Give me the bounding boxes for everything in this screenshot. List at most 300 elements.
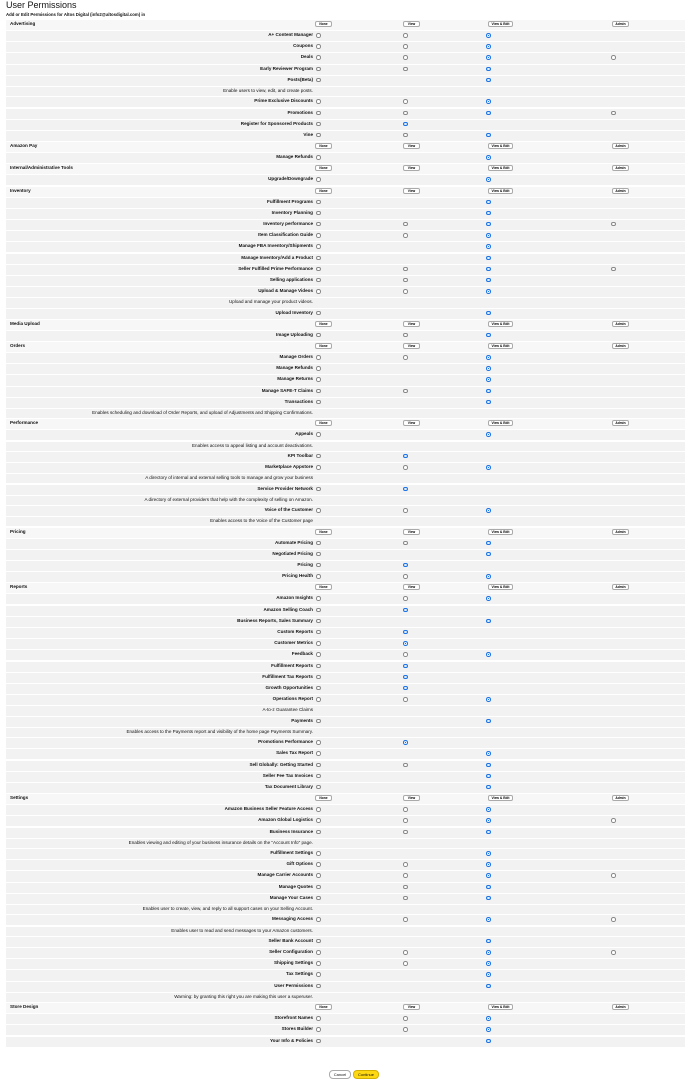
permission-row — [6, 276, 685, 287]
permission-radio-none[interactable] — [316, 950, 321, 955]
permission-radio-view[interactable] — [403, 740, 408, 745]
set-all-none-button[interactable]: None — [315, 165, 332, 171]
permission-radio-none[interactable] — [316, 99, 321, 104]
permission-radio-view-edit[interactable] — [486, 896, 491, 901]
permission-label: Negotiated Pricing — [272, 550, 313, 556]
permission-radio-none[interactable] — [316, 44, 321, 49]
permission-radio-view-edit[interactable] — [486, 851, 491, 856]
section-header — [6, 342, 685, 353]
set-all-admin-button[interactable]: Admin — [612, 143, 629, 149]
permission-radio-view-edit[interactable] — [486, 44, 491, 49]
set-all-view-edit-button[interactable]: View & Edit — [488, 143, 513, 149]
permission-radio-admin[interactable] — [611, 222, 616, 227]
permission-radio-view-edit[interactable] — [486, 400, 491, 405]
section-header — [6, 419, 685, 430]
permission-label: Image Uploading — [275, 331, 313, 337]
permission-radio-view-edit[interactable] — [486, 552, 491, 557]
set-all-admin-button[interactable]: Admin — [612, 1004, 629, 1010]
permission-radio-none[interactable] — [316, 630, 321, 635]
permission-row — [6, 738, 685, 749]
set-all-view-edit-button[interactable]: View & Edit — [488, 795, 513, 801]
permission-radio-view-edit[interactable] — [486, 619, 491, 624]
permission-radio-view-edit[interactable] — [486, 355, 491, 360]
section-title: Amazon Pay — [10, 143, 38, 149]
permission-label: Upgrade/Downgrade — [268, 176, 313, 182]
permission-label: Operations Report — [272, 696, 313, 702]
permission-radio-none[interactable] — [316, 984, 321, 989]
permission-radio-none[interactable] — [316, 389, 321, 394]
permission-row — [6, 65, 685, 76]
permission-radio-view[interactable] — [403, 333, 408, 338]
permission-radio-view-edit[interactable] — [486, 1039, 491, 1044]
permission-radio-none[interactable] — [316, 830, 321, 835]
permission-radio-none[interactable] — [316, 751, 321, 756]
permission-radio-none[interactable] — [316, 641, 321, 646]
permission-radio-admin[interactable] — [611, 818, 616, 823]
section-header — [6, 142, 685, 153]
permission-label: Feedback — [291, 651, 313, 657]
permission-radio-none[interactable] — [316, 400, 321, 405]
permission-radio-view[interactable] — [403, 487, 408, 492]
permission-radio-view-edit[interactable] — [486, 333, 491, 338]
permission-radio-view[interactable] — [403, 44, 408, 49]
permission-radio-view-edit[interactable] — [486, 256, 491, 261]
permission-radio-none[interactable] — [316, 377, 321, 382]
permission-radio-view[interactable] — [403, 563, 408, 568]
permission-row — [6, 937, 685, 948]
permission-row — [6, 1037, 685, 1048]
set-all-admin-button[interactable]: Admin — [612, 795, 629, 801]
permission-row — [6, 175, 685, 186]
set-all-view-edit-button[interactable]: View & Edit — [488, 420, 513, 426]
permission-row — [6, 364, 685, 375]
permission-radio-view-edit[interactable] — [486, 917, 491, 922]
permission-radio-none[interactable] — [316, 256, 321, 261]
permission-radio-view-edit[interactable] — [486, 155, 491, 160]
permission-radio-view[interactable] — [403, 289, 408, 294]
permission-radio-admin[interactable] — [611, 873, 616, 878]
permission-radio-view[interactable] — [403, 818, 408, 823]
cancel-button[interactable]: Cancel — [329, 1070, 351, 1079]
permission-radio-view-edit[interactable] — [486, 574, 491, 579]
permission-radio-none[interactable] — [316, 541, 321, 546]
permission-radio-view-edit[interactable] — [486, 751, 491, 756]
permission-label: Selling applications — [269, 276, 313, 282]
permission-label: Early Reviewer Program — [260, 65, 313, 71]
permission-radio-none[interactable] — [316, 1027, 321, 1032]
permission-radio-none[interactable] — [316, 774, 321, 779]
permission-radio-view[interactable] — [403, 454, 408, 459]
permission-radio-view[interactable] — [403, 465, 408, 470]
permission-radio-view[interactable] — [403, 55, 408, 60]
permission-radio-none[interactable] — [316, 608, 321, 613]
set-all-none-button[interactable]: None — [315, 795, 332, 801]
permission-radio-none[interactable] — [316, 111, 321, 116]
permission-label: Service Provider Network — [257, 485, 313, 491]
permission-radio-none[interactable] — [316, 686, 321, 691]
section-header — [6, 528, 685, 539]
permission-radio-none[interactable] — [316, 972, 321, 977]
permission-radio-admin[interactable] — [611, 950, 616, 955]
permission-radio-view-edit[interactable] — [486, 233, 491, 238]
permission-radio-view-edit[interactable] — [486, 1027, 491, 1032]
permission-radio-view[interactable] — [403, 686, 408, 691]
permission-radio-view[interactable] — [403, 355, 408, 360]
permission-radio-view[interactable] — [403, 830, 408, 835]
permission-radio-view-edit[interactable] — [486, 200, 491, 205]
permission-description: Enables access to the Payments report and visibility of the home page Payments Summary. — [126, 728, 313, 734]
permission-radio-view[interactable] — [403, 389, 408, 394]
set-all-admin-button[interactable]: Admin — [612, 321, 629, 327]
set-all-admin-button[interactable]: Admin — [612, 21, 629, 27]
permission-radio-view-edit[interactable] — [486, 1016, 491, 1021]
permission-radio-view-edit[interactable] — [486, 389, 491, 394]
permission-radio-none[interactable] — [316, 432, 321, 437]
set-all-none-button[interactable]: None — [315, 420, 332, 426]
permission-radio-none[interactable] — [316, 563, 321, 568]
section-header — [6, 187, 685, 198]
permission-row — [6, 550, 685, 561]
permission-radio-view-edit[interactable] — [486, 244, 491, 249]
permission-radio-none[interactable] — [316, 78, 321, 83]
set-all-view-edit-button[interactable]: View & Edit — [488, 1004, 513, 1010]
permission-radio-view-edit[interactable] — [486, 222, 491, 227]
permission-label: Item Classification Guide — [258, 232, 313, 238]
permission-radio-none[interactable] — [316, 552, 321, 557]
permission-description-row — [6, 87, 685, 97]
permission-label: Automate Pricing — [274, 539, 313, 545]
permission-radio-none[interactable] — [316, 289, 321, 294]
permission-radio-none[interactable] — [316, 177, 321, 182]
permission-row — [6, 506, 685, 517]
permission-radio-none[interactable] — [316, 619, 321, 624]
permission-row — [6, 883, 685, 894]
permission-radio-none[interactable] — [316, 233, 321, 238]
permission-row — [6, 871, 685, 882]
permission-radio-view-edit[interactable] — [486, 885, 491, 890]
permission-row — [6, 109, 685, 120]
permission-radio-view[interactable] — [403, 267, 408, 272]
permission-radio-none[interactable] — [316, 200, 321, 205]
set-all-view-edit-button[interactable]: View & Edit — [488, 529, 513, 535]
permission-radio-view[interactable] — [403, 697, 408, 702]
permission-radio-none[interactable] — [316, 851, 321, 856]
permission-radio-none[interactable] — [316, 55, 321, 60]
permission-row — [6, 894, 685, 905]
permission-description-row — [6, 517, 685, 527]
permission-radio-none[interactable] — [316, 652, 321, 657]
permission-radio-none[interactable] — [316, 366, 321, 371]
permission-radio-view-edit[interactable] — [486, 267, 491, 272]
permission-radio-view[interactable] — [403, 675, 408, 680]
set-all-none-button[interactable]: None — [315, 343, 332, 349]
permission-label: Fulfillment Reports — [271, 662, 313, 668]
continue-button[interactable]: Continue — [353, 1070, 379, 1079]
permission-radio-view-edit[interactable] — [486, 278, 491, 283]
permission-row — [6, 265, 685, 276]
permission-radio-view[interactable] — [403, 664, 408, 669]
permission-radio-none[interactable] — [316, 278, 321, 283]
permission-radio-admin[interactable] — [611, 55, 616, 60]
permission-row — [6, 231, 685, 242]
permission-radio-view[interactable] — [403, 233, 408, 238]
permission-radio-view-edit[interactable] — [486, 652, 491, 657]
permission-radio-view-edit[interactable] — [486, 984, 491, 989]
permission-row — [6, 805, 685, 816]
permission-radio-admin[interactable] — [611, 917, 616, 922]
set-all-view-edit-button[interactable]: View & Edit — [488, 321, 513, 327]
set-all-admin-button[interactable]: Admin — [612, 343, 629, 349]
permission-radio-view[interactable] — [403, 641, 408, 646]
set-all-none-button[interactable]: None — [315, 584, 332, 590]
permission-radio-none[interactable] — [316, 885, 321, 890]
set-all-view-button[interactable]: View — [403, 1004, 420, 1010]
permission-radio-none[interactable] — [316, 122, 321, 127]
set-all-view-button[interactable]: View — [403, 420, 420, 426]
permission-radio-view[interactable] — [403, 278, 408, 283]
permission-row — [6, 561, 685, 572]
set-all-admin-button[interactable]: Admin — [612, 420, 629, 426]
permission-row — [6, 959, 685, 970]
permission-radio-view[interactable] — [403, 33, 408, 38]
set-all-admin-button[interactable]: Admin — [612, 584, 629, 590]
permission-radio-none[interactable] — [316, 664, 321, 669]
permission-row — [6, 982, 685, 993]
permission-radio-view-edit[interactable] — [486, 830, 491, 835]
permission-radio-none[interactable] — [316, 675, 321, 680]
permission-row — [6, 1025, 685, 1036]
set-all-admin-button[interactable]: Admin — [612, 188, 629, 194]
permission-radio-view-edit[interactable] — [486, 311, 491, 316]
permission-row — [6, 673, 685, 684]
permission-row — [6, 684, 685, 695]
permission-radio-admin[interactable] — [611, 111, 616, 116]
permission-radio-none[interactable] — [316, 487, 321, 492]
permission-label: Sales Tax Report — [276, 750, 313, 756]
permission-radio-view-edit[interactable] — [486, 961, 491, 966]
permission-radio-view-edit[interactable] — [486, 950, 491, 955]
permission-description-row — [6, 474, 685, 484]
permission-row — [6, 254, 685, 265]
set-all-none-button[interactable]: None — [315, 1004, 332, 1010]
permission-radio-view[interactable] — [403, 896, 408, 901]
permission-label: Manage Carrier Accounts — [257, 872, 313, 878]
permission-description-row — [6, 839, 685, 849]
set-all-view-button[interactable]: View — [403, 165, 420, 171]
permission-radio-none[interactable] — [316, 1039, 321, 1044]
permission-radio-view[interactable] — [403, 122, 408, 127]
set-all-view-button[interactable]: View — [403, 584, 420, 590]
set-all-admin-button[interactable]: Admin — [612, 529, 629, 535]
permission-radio-none[interactable] — [316, 596, 321, 601]
permission-radio-none[interactable] — [316, 873, 321, 878]
permission-radio-none[interactable] — [316, 697, 321, 702]
permission-radio-none[interactable] — [316, 67, 321, 72]
permission-row — [6, 860, 685, 871]
set-all-none-button[interactable]: None — [315, 143, 332, 149]
set-all-view-edit-button[interactable]: View & Edit — [488, 165, 513, 171]
permission-radio-none[interactable] — [316, 355, 321, 360]
permission-radio-none[interactable] — [316, 939, 321, 944]
permission-radio-none[interactable] — [316, 244, 321, 249]
permission-radio-view-edit[interactable] — [486, 78, 491, 83]
permission-radio-none[interactable] — [316, 333, 321, 338]
permission-radio-view[interactable] — [403, 1027, 408, 1032]
permission-radio-view-edit[interactable] — [486, 432, 491, 437]
permission-row — [6, 783, 685, 794]
permission-label: Fulfillment Settings — [270, 850, 313, 855]
permission-row — [6, 662, 685, 673]
permission-radio-none[interactable] — [316, 785, 321, 790]
permission-radio-none[interactable] — [316, 267, 321, 272]
permission-radio-none[interactable] — [316, 862, 321, 867]
permission-radio-view[interactable] — [403, 596, 408, 601]
set-all-none-button[interactable]: None — [315, 321, 332, 327]
permission-radio-admin[interactable] — [611, 267, 616, 272]
permission-radio-none[interactable] — [316, 155, 321, 160]
set-all-admin-button[interactable]: Admin — [612, 165, 629, 171]
set-all-view-button[interactable]: View — [403, 343, 420, 349]
permission-radio-view-edit[interactable] — [486, 33, 491, 38]
permission-radio-none[interactable] — [316, 508, 321, 513]
permission-radio-view-edit[interactable] — [486, 697, 491, 702]
permission-radio-view-edit[interactable] — [486, 99, 491, 104]
section-title: Settings — [10, 795, 29, 801]
set-all-view-button[interactable]: View — [403, 143, 420, 149]
permission-radio-view-edit[interactable] — [486, 541, 491, 546]
set-all-view-button[interactable]: View — [403, 321, 420, 327]
permission-radio-view[interactable] — [403, 763, 408, 768]
permission-label: Sell Globally: Getting Started — [249, 761, 313, 767]
permission-label: Promotions Performance — [258, 739, 313, 745]
permission-radio-view-edit[interactable] — [486, 774, 491, 779]
permission-radio-view[interactable] — [403, 961, 408, 966]
permission-radio-view[interactable] — [403, 508, 408, 513]
set-all-view-edit-button[interactable]: View & Edit — [488, 188, 513, 194]
permission-radio-view[interactable] — [403, 652, 408, 657]
permission-radio-none[interactable] — [316, 465, 321, 470]
permission-radio-view-edit[interactable] — [486, 133, 491, 138]
permission-radio-view[interactable] — [403, 99, 408, 104]
set-all-view-button[interactable]: View — [403, 529, 420, 535]
permission-radio-view[interactable] — [403, 574, 408, 579]
permission-radio-none[interactable] — [316, 574, 321, 579]
permission-row — [6, 398, 685, 409]
permission-radio-view-edit[interactable] — [486, 55, 491, 60]
permission-description-row — [6, 728, 685, 738]
permission-radio-view[interactable] — [403, 222, 408, 227]
permission-radio-view-edit[interactable] — [486, 972, 491, 977]
section-header — [6, 583, 685, 594]
permission-radio-view-edit[interactable] — [486, 939, 491, 944]
permission-radio-view[interactable] — [403, 873, 408, 878]
permission-label: Fulfillment Programs — [267, 198, 313, 204]
permission-radio-view-edit[interactable] — [486, 366, 491, 371]
permission-radio-view-edit[interactable] — [486, 67, 491, 72]
permission-label: Amazon Global Logistics — [258, 817, 313, 823]
permission-radio-view[interactable] — [403, 608, 408, 613]
permission-radio-none[interactable] — [316, 740, 321, 745]
permission-radio-none[interactable] — [316, 211, 321, 216]
permission-radio-none[interactable] — [316, 1016, 321, 1021]
permission-label: Pricing — [297, 561, 313, 567]
permission-radio-view[interactable] — [403, 950, 408, 955]
permission-row — [6, 53, 685, 64]
set-all-none-button[interactable]: None — [315, 21, 332, 27]
permission-radio-view[interactable] — [403, 133, 408, 138]
permission-radio-view[interactable] — [403, 862, 408, 867]
set-all-view-edit-button[interactable]: View & Edit — [488, 21, 513, 27]
page-title: User Permissions — [6, 0, 77, 10]
permission-radio-view[interactable] — [403, 630, 408, 635]
set-all-view-edit-button[interactable]: View & Edit — [488, 343, 513, 349]
permission-radio-view-edit[interactable] — [486, 508, 491, 513]
permission-radio-none[interactable] — [316, 917, 321, 922]
set-all-none-button[interactable]: None — [315, 529, 332, 535]
permission-radio-view-edit[interactable] — [486, 211, 491, 216]
permission-radio-none[interactable] — [316, 311, 321, 316]
set-all-view-button[interactable]: View — [403, 795, 420, 801]
permission-row — [6, 849, 685, 860]
section-header — [6, 1003, 685, 1014]
permission-radio-view[interactable] — [403, 111, 408, 116]
permission-radio-view[interactable] — [403, 807, 408, 812]
permission-radio-none[interactable] — [316, 763, 321, 768]
permission-radio-view-edit[interactable] — [486, 465, 491, 470]
permission-radio-view-edit[interactable] — [486, 111, 491, 116]
permission-row — [6, 375, 685, 386]
permission-radio-none[interactable] — [316, 719, 321, 724]
permission-label: Vine — [303, 131, 313, 137]
permission-radio-view-edit[interactable] — [486, 719, 491, 724]
permission-radio-view-edit[interactable] — [486, 763, 491, 768]
permission-radio-view[interactable] — [403, 67, 408, 72]
permission-label: Seller Fulfilled Prime Performance — [238, 265, 313, 271]
permission-radio-view-edit[interactable] — [486, 862, 491, 867]
permission-radio-view[interactable] — [403, 885, 408, 890]
permission-radio-view[interactable] — [403, 541, 408, 546]
permission-radio-view-edit[interactable] — [486, 818, 491, 823]
section-title: Performance — [10, 420, 39, 426]
set-all-view-edit-button[interactable]: View & Edit — [488, 584, 513, 590]
permission-radio-none[interactable] — [316, 818, 321, 823]
section-title: Pricing — [10, 528, 26, 534]
permission-radio-view-edit[interactable] — [486, 785, 491, 790]
permission-radio-none[interactable] — [316, 33, 321, 38]
permission-radio-none[interactable] — [316, 961, 321, 966]
set-all-none-button[interactable]: None — [315, 188, 332, 194]
set-all-view-button[interactable]: View — [403, 188, 420, 194]
permission-radio-view[interactable] — [403, 917, 408, 922]
permission-radio-view-edit[interactable] — [486, 596, 491, 601]
permission-radio-view-edit[interactable] — [486, 377, 491, 382]
permission-radio-none[interactable] — [316, 133, 321, 138]
set-all-view-button[interactable]: View — [403, 21, 420, 27]
permission-row — [6, 131, 685, 142]
permission-radio-none[interactable] — [316, 896, 321, 901]
permission-radio-view[interactable] — [403, 1016, 408, 1021]
permission-radio-none[interactable] — [316, 222, 321, 227]
permission-radio-view-edit[interactable] — [486, 807, 491, 812]
permission-label: Inventory performance — [263, 220, 313, 226]
permission-radio-none[interactable] — [316, 807, 321, 812]
permission-row — [6, 76, 685, 87]
permission-radio-view-edit[interactable] — [486, 873, 491, 878]
permission-radio-view-edit[interactable] — [486, 177, 491, 182]
permission-radio-view-edit[interactable] — [486, 289, 491, 294]
permission-radio-none[interactable] — [316, 454, 321, 459]
permission-row — [6, 353, 685, 364]
